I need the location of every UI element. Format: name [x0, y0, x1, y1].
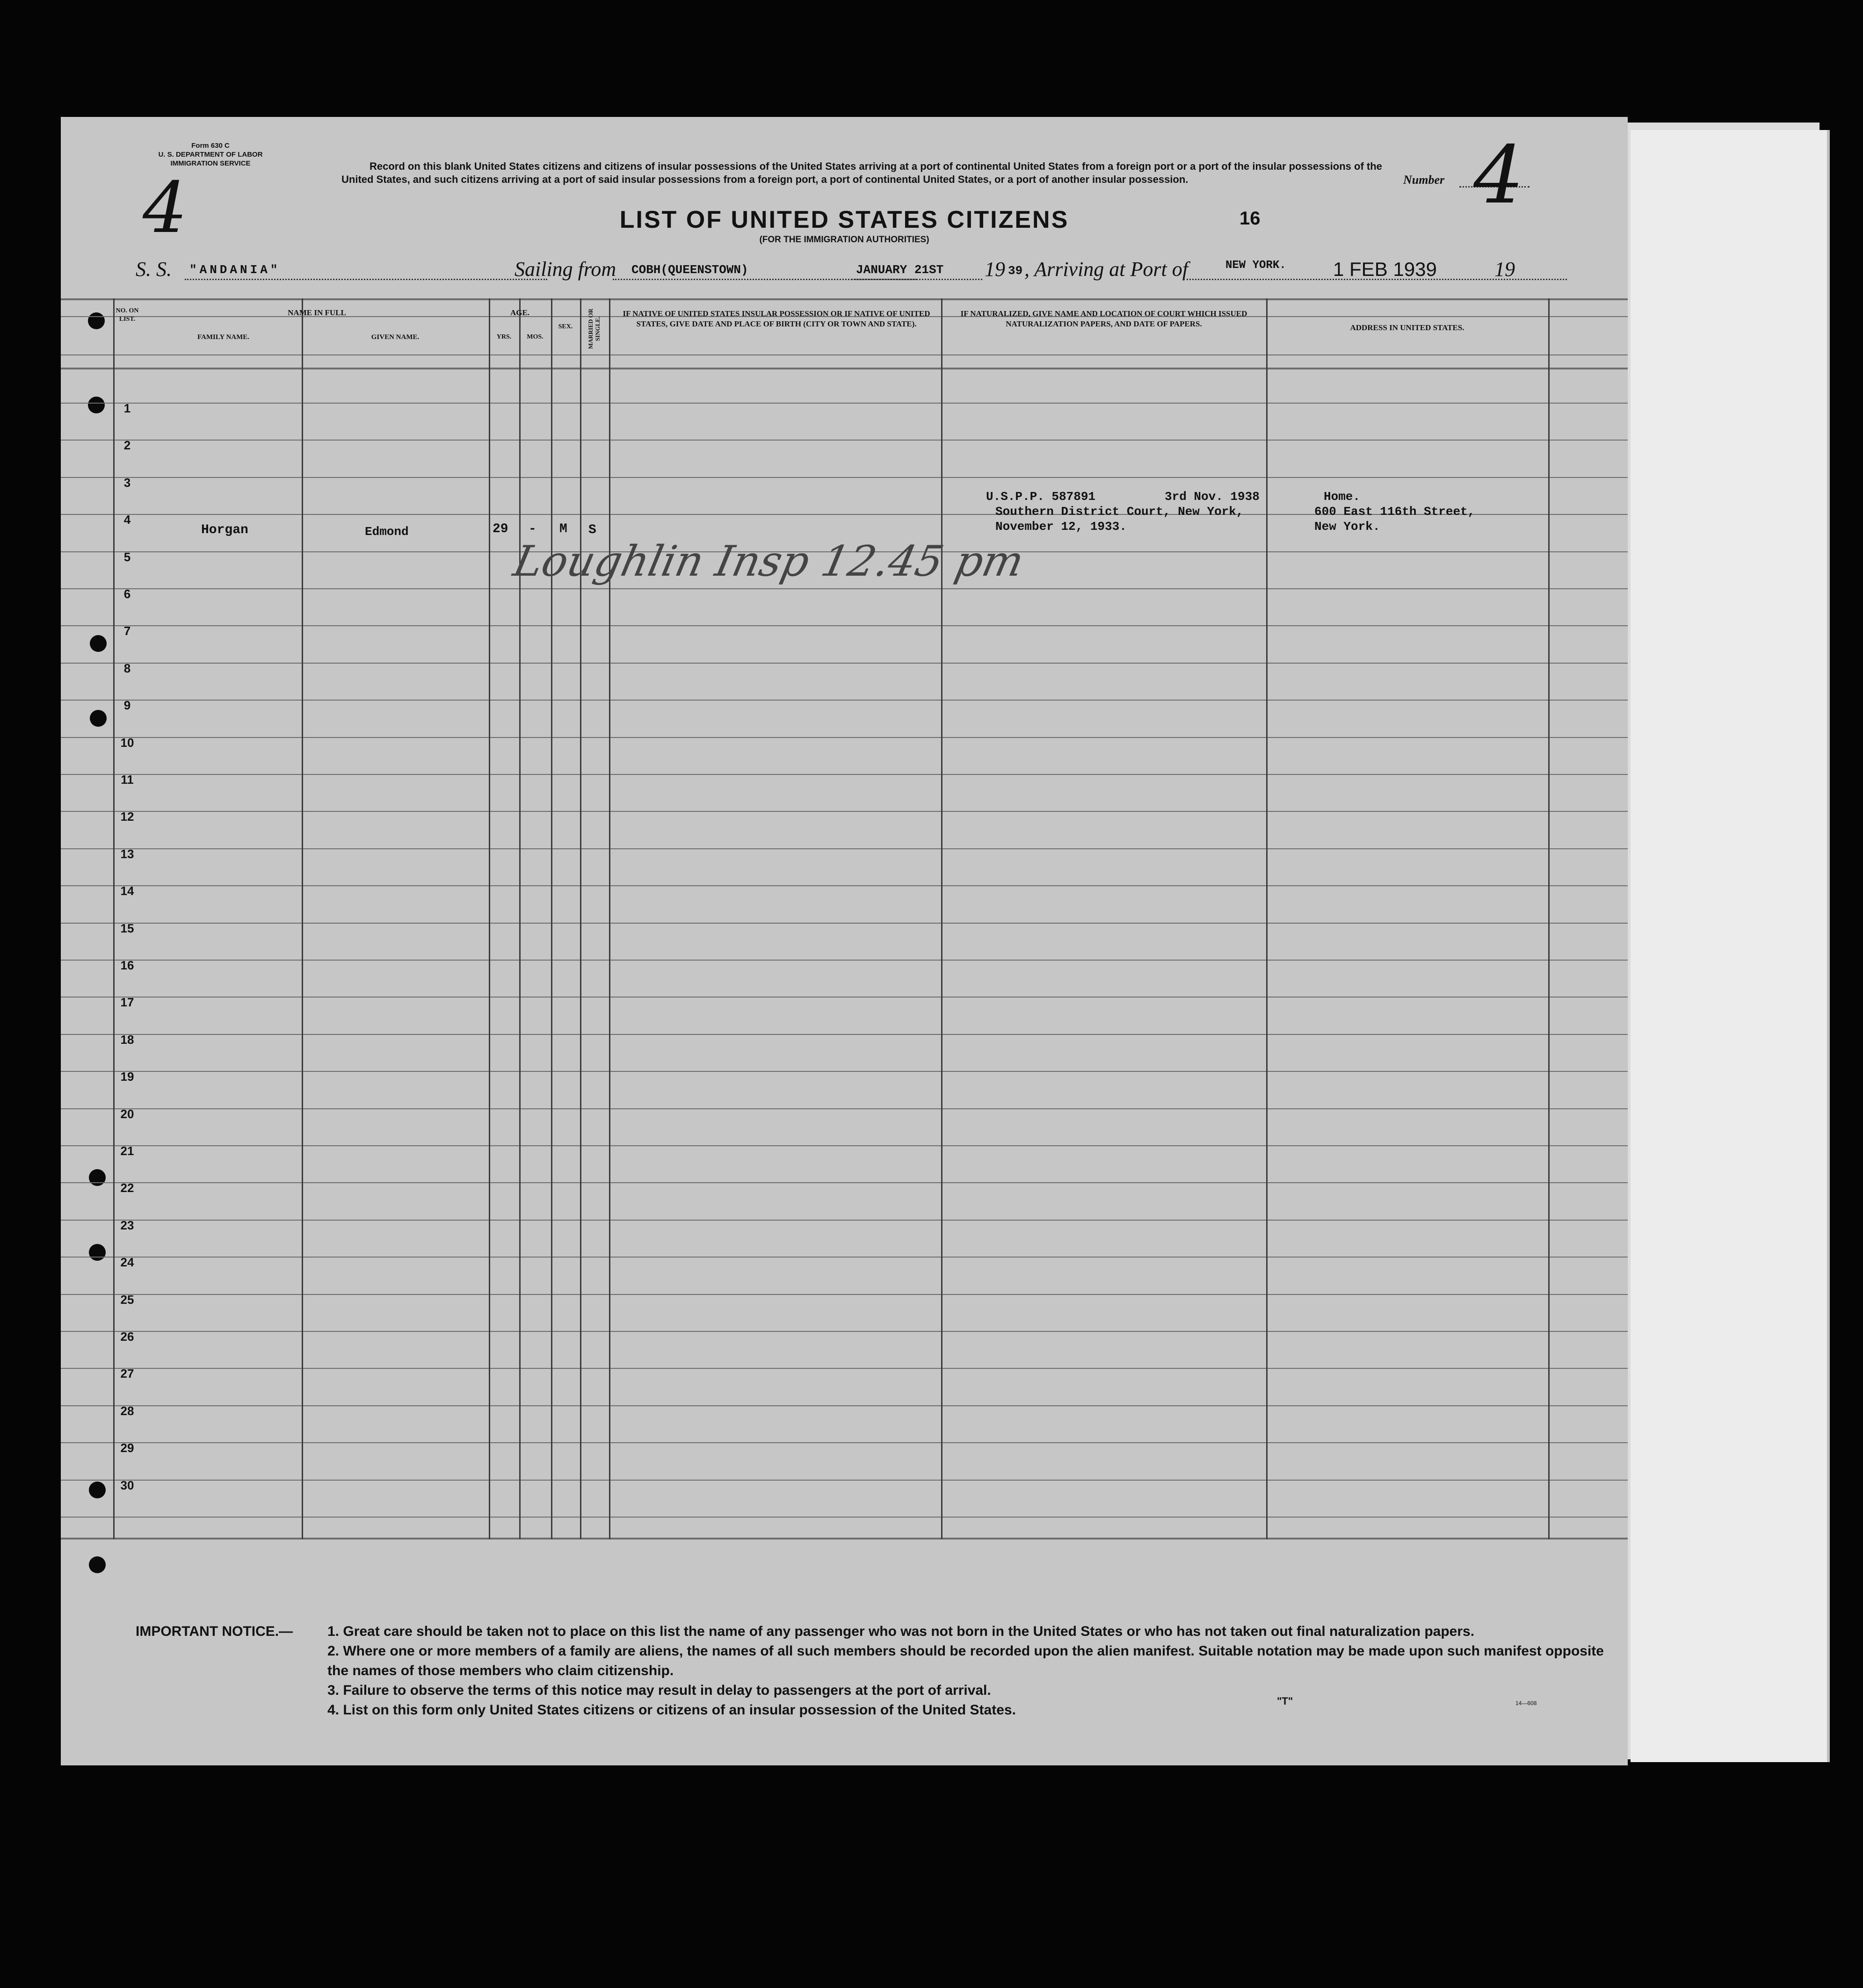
table-rule [61, 700, 1628, 701]
row-number: 20 [120, 1106, 134, 1121]
table-rule [61, 1182, 1628, 1183]
sex-cell: M [559, 522, 567, 536]
family-name-cell: Horgan [201, 523, 248, 537]
table-rule [61, 1331, 1628, 1332]
sheet-number: 16 [1240, 208, 1261, 229]
row-number: 23 [120, 1218, 134, 1232]
footer-code: 14—608 [1515, 1700, 1537, 1706]
age-mos-cell: - [529, 522, 536, 536]
manifest-sheet [61, 117, 1628, 1765]
form-identity [145, 141, 276, 168]
year-typed: 39 [1008, 264, 1023, 278]
row-number: 26 [120, 1330, 134, 1344]
table-rule [61, 960, 1628, 961]
back-page [1631, 130, 1830, 1762]
table-rule [61, 737, 1628, 738]
year-prefix: 19 [985, 258, 1005, 281]
header-married-or-single: MARRIED OR SINGLE. [587, 308, 601, 349]
arrival-year-prefix: 19 [1494, 258, 1515, 281]
inspector-annotation: Loughlin Insp 12.45 pm [509, 537, 1028, 586]
column-rule [302, 298, 303, 1539]
table-rule [61, 1257, 1628, 1258]
table-rule [61, 1538, 1628, 1540]
row-number: 18 [120, 1032, 134, 1047]
table-rule [61, 1071, 1628, 1072]
handwritten-number: 4 [1473, 129, 1524, 222]
address-type: Home. [1324, 490, 1361, 504]
column-rule [580, 298, 581, 1539]
row-number: 30 [120, 1478, 134, 1492]
arriving-label: , Arriving at Port of [1024, 258, 1188, 281]
department-name: U. S. DEPARTMENT OF LABOR [158, 151, 263, 159]
row-number: 21 [120, 1144, 134, 1158]
arrival-port: NEW YORK. [1225, 259, 1286, 272]
notice-item: 4. List on this form only United States citizens or citizens of an insular possession of the United States. [327, 1702, 1016, 1718]
row-number: 12 [120, 810, 134, 824]
row-number: 17 [120, 995, 134, 1010]
table-rule [61, 440, 1628, 441]
row-number: 2 [123, 438, 131, 453]
handwritten-corner-number: 4 [143, 167, 188, 249]
row-number: 14 [120, 884, 134, 898]
row-number: 16 [120, 958, 134, 972]
table-rule [61, 588, 1628, 589]
row-number: 11 [121, 773, 134, 787]
arrival-date-stamp: 1 FEB 1939 [1333, 258, 1437, 280]
table-rule [61, 1145, 1628, 1146]
notice-item: 1. Great care should be taken not to place on this list the name of any passenger who was not born in the United States or who has not taken out final naturalization papers. [327, 1624, 1475, 1639]
table-rule [61, 663, 1628, 664]
column-rule [941, 298, 942, 1539]
record-instructions: Record on this blank United States citizens and citizens of insular possessions of the United States arriving at a port of continental United States from a foreign port or a port of the insular possessions of the United States, and such citizens arriving at a port of said insular possessions from a foreign port, a port of continental United States, or a port of another insular possession. [341, 160, 1382, 185]
table-rule [61, 1480, 1628, 1481]
table-rule [61, 848, 1628, 849]
header-given-name: GIVEN NAME. [371, 333, 420, 341]
row-number: 15 [120, 921, 134, 935]
row-number: 24 [120, 1255, 134, 1270]
table-rule [61, 1405, 1628, 1406]
table-rule [61, 368, 1628, 369]
sailing-label: Sailing from [515, 258, 616, 281]
row-number: 3 [123, 475, 131, 490]
table-rule [61, 1220, 1628, 1221]
column-rule [551, 298, 552, 1539]
table-rule [61, 1442, 1628, 1443]
header-age-yrs: YRS. [496, 333, 512, 340]
table-rule [61, 625, 1628, 626]
age-yrs-cell: 29 [493, 522, 508, 536]
row-number: 6 [123, 587, 131, 601]
given-name-cell: Edmond [365, 525, 409, 539]
row-number: 10 [120, 735, 134, 750]
service-name: IMMIGRATION SERVICE [170, 159, 251, 167]
table-rule [61, 354, 1628, 355]
punch-hole [89, 1556, 106, 1573]
citizens-table [61, 298, 1628, 1539]
row-number: 4 [123, 513, 131, 527]
header-naturalized: IF NATURALIZED, GIVE NAME AND LOCATION OF COURT WHICH ISSUED NATURALIZATION PAPERS, AND DATE OF PAPERS. [960, 309, 1247, 328]
form-number: Form 630 C [191, 142, 230, 150]
table-rule [61, 811, 1628, 812]
row-number: 7 [123, 624, 131, 638]
table-rule [61, 1034, 1628, 1035]
header-no-on-list: NO. ON LIST. [116, 307, 139, 323]
row-number: 28 [120, 1403, 134, 1418]
column-rule [1266, 298, 1268, 1539]
row-number: 9 [123, 698, 131, 713]
row-number: 1 [123, 401, 131, 415]
ship-name: "ANDANIA" [189, 263, 281, 277]
column-rule [489, 298, 490, 1539]
column-rule [519, 298, 521, 1539]
address-street: 600 East 116th Street, [1314, 505, 1475, 519]
table-rule [61, 885, 1628, 886]
row-number: 19 [120, 1070, 134, 1084]
table-rule [61, 1517, 1628, 1518]
table-rule [61, 1368, 1628, 1369]
header-name-in-full: NAME IN FULL [288, 308, 346, 317]
naturalization-date: 3rd Nov. 1938 [1165, 490, 1260, 504]
table-rule [61, 403, 1628, 404]
row-number: 13 [120, 846, 134, 861]
notice-title: IMPORTANT NOTICE.— [136, 1624, 293, 1639]
address-city: New York. [1314, 520, 1380, 534]
table-rule [61, 1294, 1628, 1295]
row-number: 27 [120, 1366, 134, 1381]
header-family-name: FAMILY NAME. [197, 333, 250, 341]
header-native: IF NATIVE OF UNITED STATES INSULAR POSSESSION OR IF NATIVE OF UNITED STATES, GIVE DATE AND PLACE OF BIRTH (CITY OR TOWN AND STATE). [623, 309, 930, 328]
header-sex: SEX. [558, 323, 573, 330]
page-subtitle: (FOR THE IMMIGRATION AUTHORITIES) [759, 235, 929, 245]
married-single-cell: S [588, 523, 596, 537]
row-number: 22 [120, 1181, 134, 1195]
table-rule [61, 477, 1628, 478]
sailing-date: JANUARY 21ST [856, 263, 944, 277]
page-title: LIST OF UNITED STATES CITIZENS [619, 206, 1069, 233]
header-age: AGE. [510, 308, 530, 317]
number-label: Number [1403, 173, 1445, 187]
ship-name-line [185, 279, 547, 280]
header-address: ADDRESS IN UNITED STATES. [1350, 323, 1464, 332]
table-rule [61, 298, 1628, 300]
sailing-date-line [851, 279, 982, 280]
table-rule [61, 923, 1628, 924]
row-number: 5 [123, 549, 131, 564]
row-number: 8 [123, 661, 131, 675]
footer-mark: "T" [1277, 1695, 1293, 1707]
table-rule [61, 997, 1628, 998]
naturalization-papers-date: November 12, 1933. [995, 520, 1127, 534]
naturalization-passport: U.S.P.P. 587891 [986, 490, 1096, 504]
notice-item: 2. Where one or more members of a family are aliens, the names of all such members should be recorded upon the alien manifest. Suitable notation may be made upon such manifest opposite the names of those members who claim citizenship. [327, 1643, 1604, 1678]
notice-item: 3. Failure to observe the terms of this notice may result in delay to passengers at the port of arrival. [327, 1683, 991, 1698]
sailing-port: COBH(QUEENSTOWN) [631, 263, 748, 277]
row-number: 29 [120, 1441, 134, 1455]
naturalization-court: Southern District Court, New York, [995, 505, 1244, 519]
table-rule [61, 1108, 1628, 1109]
header-age-mos: MOS. [527, 333, 544, 340]
ship-label: S. S. [136, 258, 172, 281]
column-rule [1548, 298, 1550, 1539]
row-number: 25 [120, 1292, 134, 1307]
column-rule [609, 298, 610, 1539]
table-rule [61, 774, 1628, 775]
